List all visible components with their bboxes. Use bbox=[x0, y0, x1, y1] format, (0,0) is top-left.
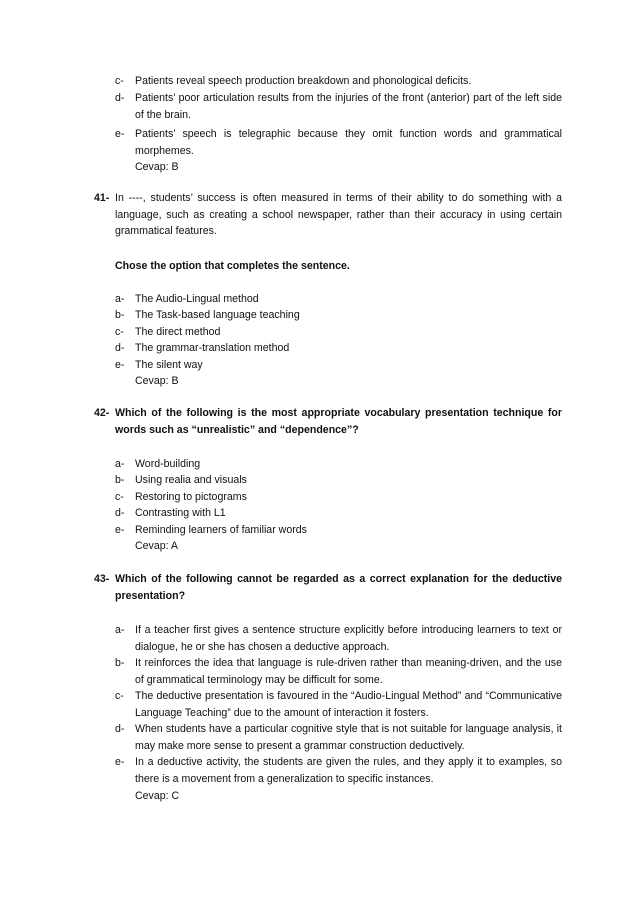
option-text: In a deductive activity, the students are given the rules, and they apply it to examples, so there is a movement from a generalization to specific instances. bbox=[135, 756, 562, 785]
option-letter: c- bbox=[115, 491, 124, 503]
option-text: The direct method bbox=[135, 326, 221, 338]
option-text: The silent way bbox=[135, 359, 203, 371]
option-text: Contrasting with L1 bbox=[135, 507, 226, 519]
option-text: Patients’ poor articulation results from the injuries of the front (anterior) part of the left side of the brain. bbox=[135, 92, 562, 121]
option-letter: b- bbox=[115, 309, 125, 321]
option-letter: c- bbox=[115, 75, 124, 87]
option-text: The grammar-translation method bbox=[135, 342, 290, 354]
option-text: It reinforces the idea that language is rule-driven rather than meaning-driven, and the use of grammatical terminology may be difficult for some. bbox=[135, 657, 562, 686]
option-text: When students have a particular cognitive style that is not suitable for language analysis, it may make more sense to present a grammar construction deductively. bbox=[135, 723, 562, 752]
option-letter: e- bbox=[115, 128, 125, 140]
option-letter: c- bbox=[115, 690, 124, 702]
option-text: The deductive presentation is favoured in the “Audio-Lingual Method” and “Communicative Language Teaching” due to the amount of interaction it fosters. bbox=[135, 690, 562, 719]
question-41-answer: Cevap: B bbox=[135, 375, 179, 387]
question-43-answer: Cevap: C bbox=[135, 790, 180, 802]
question-41-text: In ----, students’ success is often measured in terms of their ability to do something with a language, such as creating a school newspaper, rather than their accuracy in using certain grammatical features. bbox=[115, 192, 562, 237]
option-letter: a- bbox=[115, 624, 125, 636]
question-41-number: 41- bbox=[94, 192, 110, 204]
question-42-text: Which of the following is the most appropriate vocabulary presentation technique for words such as “unrealistic” and “dependence”? bbox=[115, 407, 562, 436]
option-text: If a teacher first gives a sentence structure explicitly before introducing learners to text or dialogue, he or she has chosen a deductive approach. bbox=[135, 624, 562, 653]
option-letter: b- bbox=[115, 474, 125, 486]
question-42-answer: Cevap: A bbox=[135, 540, 178, 552]
option-text: Word-building bbox=[135, 458, 201, 470]
question-43-number: 43- bbox=[94, 573, 110, 585]
option-text: Patients’ speech is telegraphic because they omit function words and grammatical morphemes. bbox=[135, 128, 562, 157]
option-text: Using realia and visuals bbox=[135, 474, 247, 486]
prev-answer: Cevap: B bbox=[135, 161, 179, 173]
option-letter: a- bbox=[115, 293, 125, 305]
option-text: Reminding learners of familiar words bbox=[135, 524, 307, 536]
question-43-text: Which of the following cannot be regarded as a correct explanation for the deductive presentation? bbox=[115, 573, 562, 602]
option-letter: b- bbox=[115, 657, 125, 669]
option-letter: e- bbox=[115, 524, 125, 536]
question-41-prompt: Chose the option that completes the sentence. bbox=[115, 260, 350, 272]
option-text: Patients reveal speech production breakdown and phonological deficits. bbox=[135, 75, 472, 87]
option-letter: a- bbox=[115, 458, 125, 470]
question-42-number: 42- bbox=[94, 407, 110, 419]
option-letter: e- bbox=[115, 756, 125, 768]
option-text: The Task-based language teaching bbox=[135, 309, 300, 321]
option-letter: d- bbox=[115, 92, 125, 104]
option-letter: e- bbox=[115, 359, 125, 371]
option-letter: c- bbox=[115, 326, 124, 338]
option-letter: d- bbox=[115, 723, 125, 735]
option-letter: d- bbox=[115, 342, 125, 354]
option-text: Restoring to pictograms bbox=[135, 491, 247, 503]
option-text: The Audio-Lingual method bbox=[135, 293, 259, 305]
option-letter: d- bbox=[115, 507, 125, 519]
